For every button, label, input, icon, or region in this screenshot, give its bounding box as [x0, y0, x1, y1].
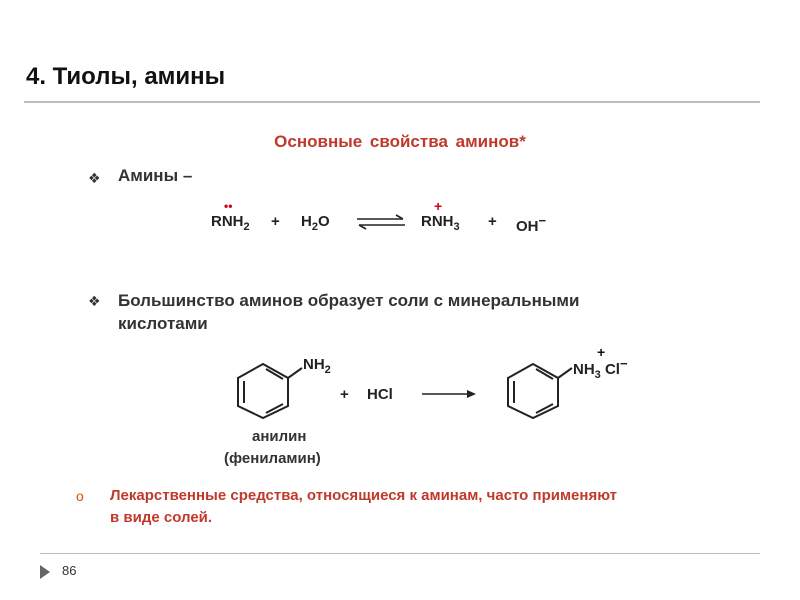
amine-reactant: $RNH_2$ — [211, 213, 250, 233]
bullet-text: Амины – — [118, 166, 193, 185]
title-divider — [24, 101, 760, 103]
diamond-bullet-icon: ❖ — [88, 293, 101, 309]
equilibrium-arrow-icon — [355, 214, 407, 230]
bullet-text: Большинство аминов образует соли с минеральными кислотами — [118, 291, 580, 333]
positive-charge: + — [434, 198, 443, 214]
plus-sign: + — [340, 386, 349, 403]
triangle-marker-icon — [40, 565, 50, 579]
benzene-ring-icon — [228, 360, 303, 420]
hydroxide-ion: OH− — [516, 213, 547, 235]
plus-sign: + — [488, 213, 497, 230]
hcl-formula: HCl — [367, 386, 393, 403]
note-text: Лекарственные средства, относящиеся к аминам, часто применяют в виде солей. — [110, 487, 617, 526]
diamond-bullet-icon: ❖ — [88, 170, 101, 186]
ammonium-chloride-group: $NH_3$ Cl− — [573, 356, 628, 381]
compound-name: анилин — [252, 428, 307, 445]
benzene-ring-icon — [498, 360, 573, 420]
lone-pair-dots: •• — [224, 199, 233, 213]
slide-title: 4. Тиолы, амины — [26, 63, 226, 90]
amino-group: $NH_2$ — [303, 356, 331, 376]
footer-divider — [40, 553, 760, 554]
page-number: 86 — [62, 563, 77, 578]
ammonium-product: $RNH_3$ — [421, 213, 460, 233]
positive-charge: + — [597, 344, 606, 360]
circle-bullet-icon: o — [76, 488, 84, 504]
compound-alt-name: (фениламин) — [224, 450, 321, 467]
plus-sign: + — [271, 213, 280, 230]
reaction-arrow-icon — [420, 387, 478, 401]
section-subtitle: Основные свойства аминов* — [274, 132, 526, 151]
water-formula: $H_2O$ — [301, 213, 330, 233]
